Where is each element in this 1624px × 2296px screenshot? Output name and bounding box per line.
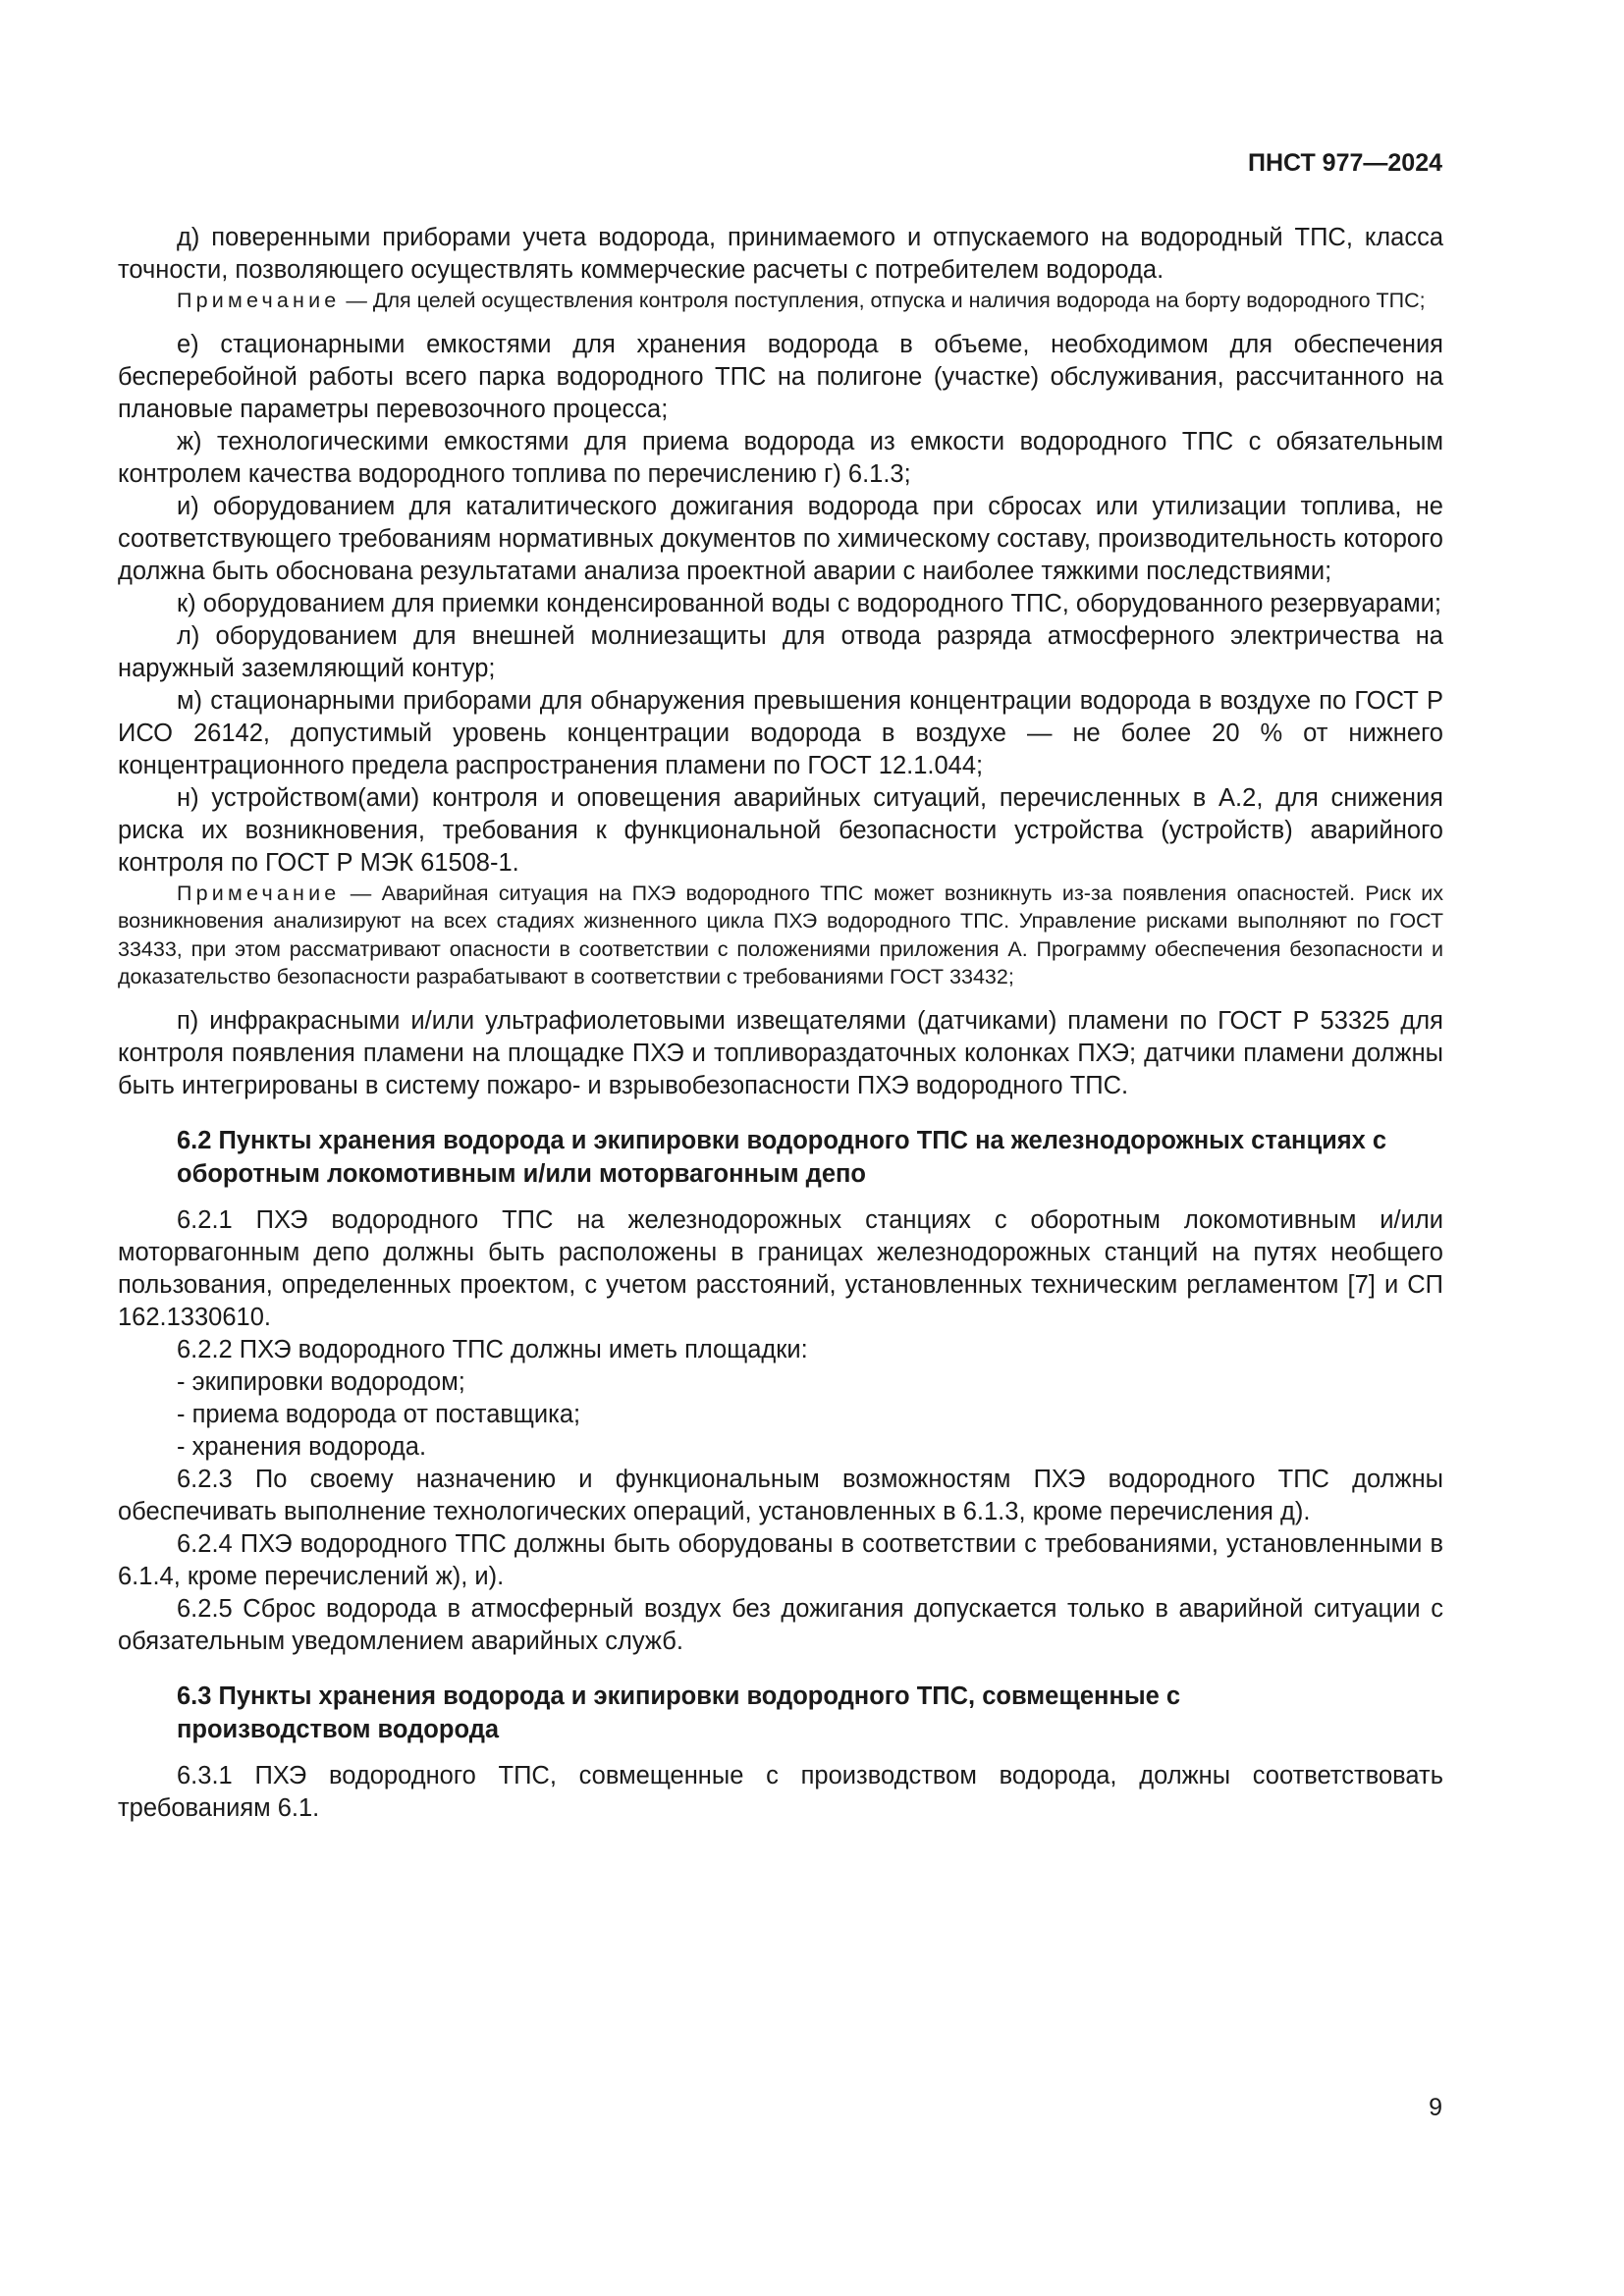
page-body (118, 222, 1443, 1825)
page-number: 9 (1429, 2094, 1442, 2121)
list-item: - хранения водорода. (177, 1432, 427, 1461)
note-2 (118, 880, 1443, 991)
list-item-i: и) оборудованием для каталитического дожигания водорода при сбросах или утилизации топлива, не соответствующего требованиям нормативных документов по химическому составу, производительность которого должна быть обоснована результатами анализа проектной аварии с наиболее тяжкими последствиями; (118, 492, 1443, 585)
list-item: - экипировки водородом; (177, 1367, 465, 1396)
note-label: Примечание (177, 881, 341, 905)
list-item-l: л) оборудованием для внешней молниезащиты для отвода разряда атмосферного электричества на наружный заземляющий контур; (118, 621, 1443, 682)
note-label: Примечание (177, 289, 341, 312)
clause-6-3-1: 6.3.1 ПХЭ водородного ТПС, совмещенные с производством водорода, должны соответствовать требованиям 6.1. (118, 1761, 1443, 1822)
note-text: — Для целей осуществления контроля поступления, отпуска и наличия водорода на борту водородного ТПС; (340, 289, 1426, 312)
list-item: - приема водорода от поставщика; (177, 1400, 581, 1428)
clause-6-2-1: 6.2.1 ПХЭ водородного ТПС на железнодорожных станциях с оборотным локомотивным и/или моторвагонным депо должны быть расположены в границах железнодорожных станций на путях необщего пользования, определенных проектом, с учетом расстояний, установленных техническим регламентом [7] и СП 162.1330610. (118, 1205, 1443, 1331)
list-item-k: к) оборудованием для приемки конденсированной воды с водородного ТПС, оборудованного резервуарами; (177, 589, 1441, 617)
list-item-p: п) инфракрасными и/или ультрафиолетовыми извещателями (датчиками) пламени по ГОСТ Р 53325 для контроля появления пламени на площадке ПХЭ и топливораздаточных колонках ПХЭ; датчики пламени должны быть интегрированы в систему пожаро- и взрывобезопасности ПХЭ водородного ТПС. (118, 1006, 1443, 1099)
section-heading-6-2: 6.2 Пункты хранения водорода и экипировки водородного ТПС на железнодорожных станциях с оборотным локомотивным и/или моторвагонным депо (177, 1126, 1387, 1188)
list-item-m: м) стационарными приборами для обнаружения превышения концентрации водорода в воздухе по ГОСТ Р ИСО 26142, допустимый уровень концентрации водорода в воздухе — не более 20 % от нижнего концентрационного предела распространения пламени по ГОСТ 12.1.044; (118, 686, 1443, 779)
clause-6-2-4: 6.2.4 ПХЭ водородного ТПС должны быть оборудованы в соответствии с требованиями, установленными в 6.1.4, кроме перечислений ж), и). (118, 1529, 1443, 1590)
document-code: ПНСТ 977—2024 (1248, 149, 1442, 177)
clause-6-2-2: 6.2.2 ПХЭ водородного ТПС должны иметь площадки: (177, 1335, 808, 1363)
list-item-zh: ж) технологическими емкостями для приема водорода из емкости водородного ТПС с обязательным контролем качества водородного топлива по перечислению г) 6.1.3; (118, 427, 1443, 488)
list-item-e: е) стационарными емкостями для хранения водорода в объеме, необходимом для обеспечения бесперебойной работы всего парка водородного ТПС на полигоне (участке) обслуживания, рассчитанного на плановые параметры перевозочного процесса; (118, 330, 1443, 423)
list-item-n: н) устройством(ами) контроля и оповещения аварийных ситуаций, перечисленных в А.2, для снижения риска их возникновения, требования к функциональной безопасности устройства (устройств) аварийного контроля по ГОСТ Р МЭК 61508-1. (118, 783, 1443, 877)
note-text: — Аварийная ситуация на ПХЭ водородного ТПС может возникнуть из-за появления опасностей. Риск их возникновения анализируют на всех стадиях жизненного цикла ПХЭ водородного ТПС. Управление рисками выполняют по ГОСТ 33433, при этом рассматривают опасности в соответствии с положениями приложения А. Программу обеспечения безопасности и доказательство безопасности разрабатывают в соответствии с требованиями ГОСТ 33432; (118, 881, 1443, 989)
clause-6-2-3: 6.2.3 По своему назначению и функциональным возможностям ПХЭ водородного ТПС должны обеспечивать выполнение технологических операций, установленных в 6.1.3, кроме перечисления д). (118, 1465, 1443, 1525)
list-item-d: д) поверенными приборами учета водорода, принимаемого и отпускаемого на водородный ТПС, класса точности, позволяющего осуществлять коммерческие расчеты с потребителем водорода. (118, 224, 1443, 284)
clause-6-2-5: 6.2.5 Сброс водорода в атмосферный воздух без дожигания допускается только в аварийной ситуации с обязательным уведомлением аварийных служб. (118, 1594, 1443, 1655)
note-1 (118, 287, 1443, 315)
section-heading-6-3: 6.3 Пункты хранения водорода и экипировки водородного ТПС, совмещенные с производством водорода (177, 1682, 1181, 1743)
